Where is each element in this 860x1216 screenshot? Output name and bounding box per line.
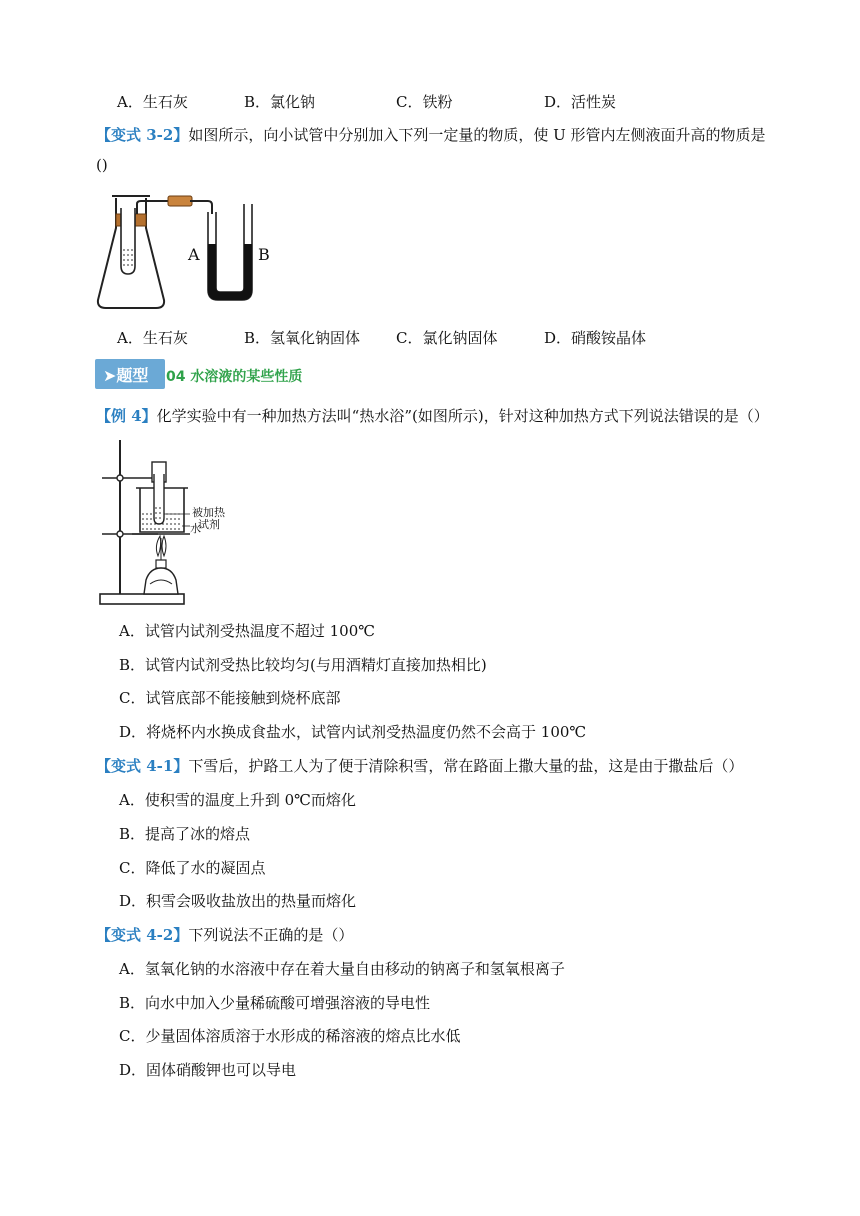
question-tag: 【变式 3-2】: [96, 126, 189, 144]
option-d: D．积雪会吸收盐放出的热量而熔化: [119, 892, 357, 910]
question-stem: [96, 924, 353, 945]
question-text: 下雪后，护路工人为了便于清除积雪，常在路面上撒大量的盐，这是由于撒盐后（）: [188, 757, 744, 775]
option-c: C．降低了水的凝固点: [119, 859, 266, 877]
question-stem: [96, 405, 769, 426]
option-a: A．试管内试剂受热温度不超过 100℃: [119, 622, 376, 640]
option-a: A．生石灰: [117, 329, 188, 347]
option-d: D．活性炭: [544, 93, 617, 111]
label-reagent: 被加热: [192, 506, 225, 519]
water-bath-figure: [98, 434, 238, 608]
label-a: A: [188, 245, 200, 264]
option-b: B．氯化钠: [244, 93, 316, 111]
option-d: D．硝酸铵晶体: [544, 329, 647, 347]
option-a: A．生石灰: [117, 93, 188, 111]
option-c: C．少量固体溶质溶于水形成的稀溶液的熔点比水低: [119, 1027, 461, 1045]
label-water: 水: [190, 522, 201, 535]
question-text: 如图所示，向小试管中分别加入下列一定量的物质，使 U 形管内左侧液面升高的物质是: [188, 126, 766, 144]
option-d: D．将烧杯内水换成食盐水，试管内试剂受热温度仍然不会高于 100℃: [119, 723, 587, 741]
option-c: C．铁粉: [396, 93, 453, 111]
option-c: C．氯化钠固体: [396, 329, 498, 347]
question-tag: 【变式 4-2】: [96, 926, 189, 944]
label-reagent-2: 试剂: [198, 518, 220, 531]
question-stem: [96, 124, 766, 145]
question-stem: [96, 755, 743, 776]
option-d: D．固体硝酸钾也可以导电: [119, 1061, 297, 1079]
section-title: 04 水溶液的某些性质: [166, 369, 303, 385]
question-tag: 【变式 4-1】: [96, 757, 189, 775]
flask-u-tube-figure: [94, 184, 284, 314]
option-a: A．使积雪的温度上升到 0℃而熔化: [119, 791, 356, 809]
option-c: C．试管底部不能接触到烧杯底部: [119, 689, 341, 707]
option-b: B．试管内试剂受热比较均匀(与用酒精灯直接加热相比): [119, 656, 487, 674]
option-b: B．提高了冰的熔点: [119, 825, 251, 843]
option-a: A．氢氧化钠的水溶液中存在着大量自由移动的钠离子和氢氧根离子: [119, 960, 565, 978]
question-tag: 【例 4】: [96, 407, 157, 425]
section-banner: [95, 359, 165, 389]
banner-label: ➤题型: [103, 366, 149, 385]
option-b: B．氢氧化钠固体: [244, 329, 361, 347]
answer-paren: (): [96, 156, 108, 174]
question-text: 下列说法不正确的是（）: [188, 926, 354, 944]
label-b: B: [258, 245, 270, 264]
option-b: B．向水中加入少量稀硫酸可增强溶液的导电性: [119, 994, 431, 1012]
question-text: 化学实验中有一种加热方法叫“热水浴”(如图所示)，针对这种加热方式下列说法错误的是（）: [156, 407, 769, 425]
